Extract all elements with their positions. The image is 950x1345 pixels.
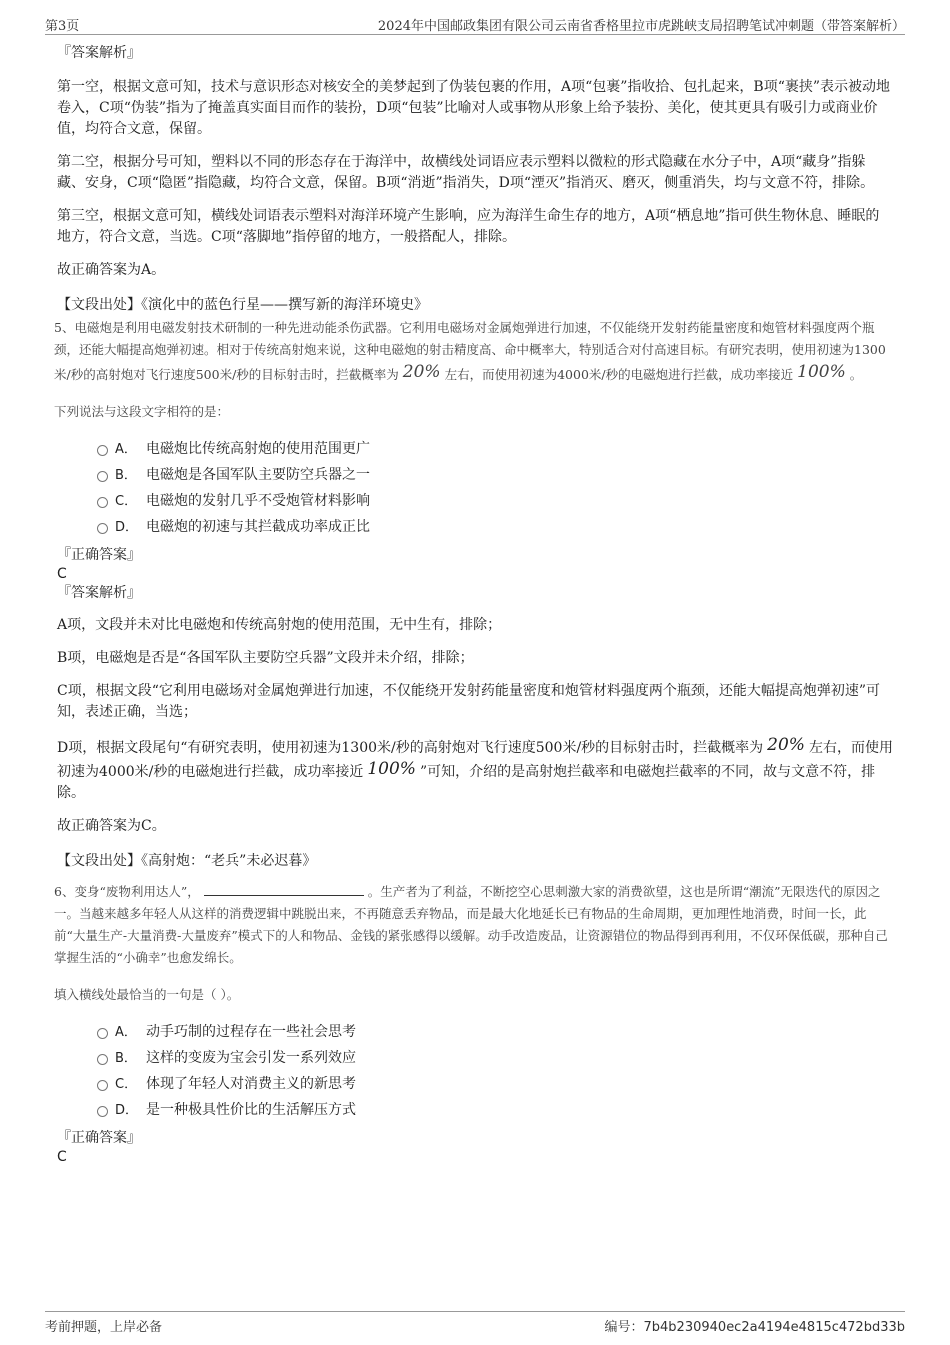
q4-source: 【文段出处】《演化中的蓝色行星——撰写新的海洋环境史》 [57, 297, 428, 313]
q5-stem-part1: 5、电磁炮是利用电磁发射技术研制的一种先进动能杀伤武器。它利用电磁场对金属炮弹进行加速，不仅能绕开发射药能量密度和炮管材料强度两个瓶颈，还能大幅提高炮弹初速。相对于传统高射炮来说，这种电磁炮的射击精度高、命中概率大，特别适合对付高速目标。有研究表明，使用初速为1300米/秒的高射炮对飞行速度500米/秒的目标射击时，拦截概率为 [54, 320, 886, 382]
q5-analysis-a: A项，文段并未对比电磁炮和传统高射炮的使用范围，无中生有，排除； [57, 617, 502, 633]
q4-conclusion: 故正确答案为A。 [57, 262, 166, 278]
radio-icon[interactable] [97, 1080, 108, 1091]
q6-option-a[interactable]: A． 动手巧制的过程存在一些社会思考 [97, 1019, 893, 1045]
q5-stem-part3: 。 [849, 367, 863, 382]
footer-slogan: 考前押题，上岸必备 [45, 1320, 163, 1335]
q6-options [97, 1019, 893, 1123]
radio-icon[interactable] [97, 1106, 108, 1117]
q5-correct-answer: C [57, 566, 67, 582]
document-title: 2024年中国邮政集团有限公司云南省香格里拉市虎跳峡支局招聘笔试冲刺题（带答案解析） [377, 19, 905, 34]
radio-icon[interactable] [97, 471, 108, 482]
page-content [54, 44, 893, 1167]
q5-correct-label: 『正确答案』 [57, 547, 141, 563]
q4-analysis-p3: 第三空，根据文意可知，横线处词语表示塑料对海洋环境产生影响，应为海洋生命生存的地方，A项“栖息地”指可供生物休息、睡眠的地方，符合文意，当选。C项“落脚地”指停留的地方，一般搭配人，排除。 [57, 208, 880, 245]
q5-d-math-20: 20% [767, 735, 805, 755]
q5-analysis-label: 『答案解析』 [57, 585, 141, 601]
q4-analysis-p1: 第一空，根据文意可知，技术与意识形态对核安全的美梦起到了伪装包裹的作用，A项“包裹”指收拾、包扎起来，B项“裹挟”表示被动地卷入，C项“伪装”指为了掩盖真实面目而作的装扮，D项“包装”比喻对人或事物从形象上给予装扮、美化，使其更具有吸引力或商业价值，均符合文意，保留。 [57, 79, 891, 137]
footer-code: 编号：7b4b230940ec2a4194e4815c472bd33b [604, 1320, 905, 1335]
q6-stem: 6、变身“废物利用达人”， 。生产者为了利益，不断挖空心思刺激大家的消费欲望，这也是所谓“潮流”无限迭代的原因之一。当越来越多年轻人从这样的消费逻辑中跳脱出来，不再随意丢弃物品，而是最大化地延长已有物品的生命周期，更加理性地消费，时间一长，此前“大量生产-大量消费-大量废弃”模式下的人和物品、金钱的紧张感得以缓解。动手改造废品，让资源错位的物品得到再利用，不仅环保低碳，那种自己掌握生活的“小确幸”也愈发绵长。 [54, 884, 888, 965]
q6-correct-label: 『正确答案』 [57, 1130, 141, 1146]
page-header [45, 12, 905, 35]
q6-option-d[interactable]: D． 是一种极具性价比的生活解压方式 [97, 1097, 893, 1123]
q5-analysis-d: D项，根据文段尾句“有研究表明，使用初速为1300米/秒的高射炮对飞行速度500米/秒的目标射击时，拦截概率为 20% 左右，而使用初速为4000米/秒的电磁炮进行拦截，成功率接近 100% ”可知，介绍的是高射炮拦截率和电磁炮拦截率的不同，故与文意不符，排除。 [57, 735, 893, 801]
q5-d-math-100: 100% [367, 759, 416, 779]
q6-prompt: 填入横线处最恰当的一句是（ ）。 [54, 987, 240, 1002]
q4-analysis-p2: 第二空，根据分号可知，塑料以不同的形态存在于海洋中，故横线处词语应表示塑料以微粒的形式隐藏在水分子中，A项“藏身”指躲藏、安身，C项“隐匿”指隐藏，均符合文意，保留。B项“消逝”指消失，D项“湮灭”指消灭、磨灭，侧重消失，均与文意不符，排除。 [57, 154, 875, 191]
q5-analysis-b: B项，电磁炮是否是“各国军队主要防空兵器”文段并未介绍，排除； [57, 650, 474, 666]
page-footer [45, 1311, 905, 1336]
q5-options [97, 436, 893, 540]
q4-analysis-label: 『答案解析』 [57, 45, 141, 61]
q5-option-b[interactable]: B． 电磁炮是各国军队主要防空兵器之一 [97, 462, 893, 488]
page-number: 第3页 [45, 19, 80, 34]
radio-icon[interactable] [97, 1054, 108, 1065]
q5-math-100: 100% [797, 362, 846, 382]
radio-icon[interactable] [97, 1028, 108, 1039]
q5-math-20: 20% [402, 362, 441, 382]
q5-prompt: 下列说法与这段文字相符的是： [54, 404, 230, 419]
radio-icon[interactable] [97, 523, 108, 534]
q5-stem [54, 317, 893, 386]
q5-source: 【文段出处】《高射炮：“老兵”未必迟暮》 [57, 853, 317, 869]
q5-option-d[interactable]: D． 电磁炮的初速与其拦截成功率成正比 [97, 514, 893, 540]
q5-stem-part2: 左右，而使用初速为4000米/秒的电磁炮进行拦截，成功率接近 [444, 367, 794, 382]
q6-option-b[interactable]: B． 这样的变废为宝会引发一系列效应 [97, 1045, 893, 1071]
q5-analysis-c: C项，根据文段“它利用电磁场对金属炮弹进行加速，不仅能绕开发射药能量密度和炮管材料强度两个瓶颈，还能大幅提高炮弹初速”可知，表述正确，当选； [57, 683, 881, 720]
q6-correct-answer: C [57, 1149, 67, 1165]
q6-blank [204, 883, 364, 896]
q5-conclusion: 故正确答案为C。 [57, 818, 166, 834]
q5-option-a[interactable]: A． 电磁炮比传统高射炮的使用范围更广 [97, 436, 893, 462]
q5-option-c[interactable]: C． 电磁炮的发射几乎不受炮管材料影响 [97, 488, 893, 514]
radio-icon[interactable] [97, 497, 108, 508]
radio-icon[interactable] [97, 445, 108, 456]
q6-option-c[interactable]: C． 体现了年轻人对消费主义的新思考 [97, 1071, 893, 1097]
